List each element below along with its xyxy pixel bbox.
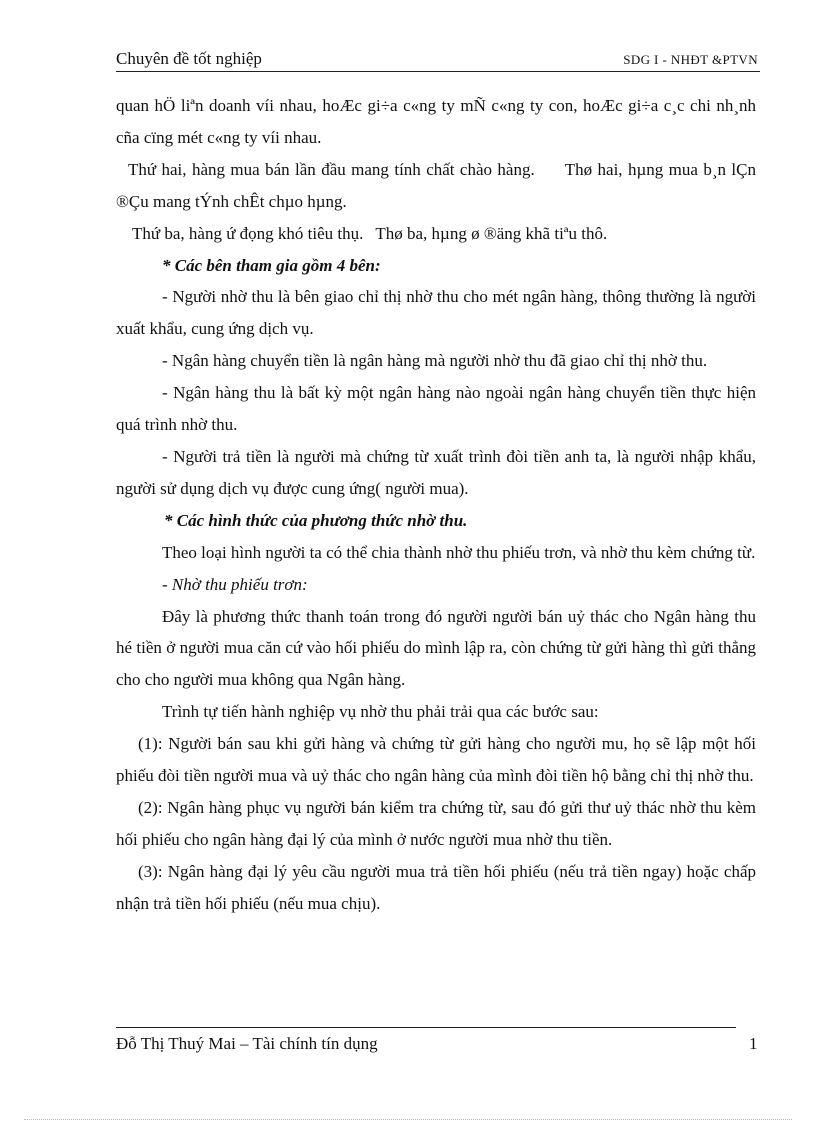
header-divider [116, 71, 760, 72]
section-heading-parties: * Các bên tham gia gồm 4 bên: [162, 255, 381, 275]
footer-divider [116, 1027, 736, 1028]
paragraph-step-2: (2): Ngân hàng phục vụ người bán kiểm tra chứng từ, sau đó gửi thư uỷ thác nhờ thu kèm hối phiếu cho ngân hàng đại lý của mình ở nước người mua nhờ thu tiền. [116, 797, 756, 849]
paragraph-step-1: (1): Người bán sau khi gửi hàng và chứng từ gửi hàng cho người mu, họ sẽ lập một hối phiếu đòi tiền người mua và uỷ thác cho ngân hàng của mình đòi tiền hộ bằng chỉ thị nhờ thu. [116, 734, 756, 786]
paragraph-collecting-bank: - Ngân hàng thu là bất kỳ một ngân hàng nào ngoài ngân hàng chuyển tiền thực hiện quá trình nhờ thu. [116, 383, 756, 435]
paragraph-remitting-bank: - Ngân hàng chuyển tiền là ngân hàng mà người nhờ thu đã giao chỉ thị nhờ thu. [162, 351, 708, 371]
body-text [116, 90, 756, 920]
paragraph-3-duplicate: Thø ba, hµng ø ®äng khã tiªu thô. [375, 223, 608, 243]
section-heading-forms: * Các hình thức của phương thức nhờ thu. [164, 510, 468, 530]
paragraph-3 [116, 218, 756, 250]
paragraph-step-3: (3): Ngân hàng đại lý yêu cầu người mua trả tiền hối phiếu (nếu trả tiền ngay) hoặc chấp nhận trả tiền hối phiếu (nếu mua chịu). [116, 861, 756, 913]
paragraph-types: Theo loại hình người ta có thể chia thành nhờ thu phiếu trơn, và nhờ thu kèm chứng từ. [162, 542, 756, 562]
paragraph-2 [116, 154, 756, 218]
paragraph-2-text: Thứ hai, hàng mua bán lần đầu mang tính chất chào hàng. [128, 159, 535, 179]
page-bottom-edge [24, 1119, 792, 1120]
paragraph-drawee: - Người trả tiền là người mà chứng từ xuất trình đòi tiền anh ta, là người nhập khẩu, người sử dụng dịch vụ được cung ứng( người mua). [116, 446, 756, 498]
paragraph-procedure: Trình tự tiến hành nghiệp vụ nhờ thu phải trải qua các bước sau: [162, 702, 599, 722]
footer-author: Đỗ Thị Thuý Mai – Tài chính tín dụng [116, 1034, 378, 1053]
paragraph-clean-collection: Đây là phương thức thanh toán trong đó người người bán uỷ thác cho Ngân hàng thu hé tiền ở người mua căn cứ vào hối phiếu do mình lập ra, còn chứng từ gửi hàng thì gửi thẳng cho cho người mua không qua Ngân hàng. [116, 606, 756, 690]
page-number: 1 [749, 1034, 758, 1053]
paragraph-principal: - Người nhờ thu là bên giao chỉ thị nhờ thu cho mét ngân hàng, thông thường là người xuất khẩu, cung ứng dịch vụ. [116, 287, 756, 339]
subheading-clean-collection: - Nhờ thu phiếu trơn: [162, 574, 308, 594]
header-title: Chuyên đề tốt nghiệp [116, 49, 262, 68]
paragraph-1: quan hÖ liªn doanh víi nhau, hoÆc gi÷a c«ng ty mÑ c«ng ty con, hoÆc gi÷a c¸c chi nh¸nh cña cïng mét c«ng ty víi nhau. [116, 96, 756, 147]
paragraph-3-text: Thứ ba, hàng ứ đọng khó tiêu thụ. [132, 223, 364, 243]
paragraph-2-duplicate: Thø hai, hµng mua b¸n lÇn ®Çu mang tÝnh chÊt chµo hµng. [116, 159, 756, 211]
header-code: SDG I - NHĐT &PTVN [623, 52, 758, 67]
